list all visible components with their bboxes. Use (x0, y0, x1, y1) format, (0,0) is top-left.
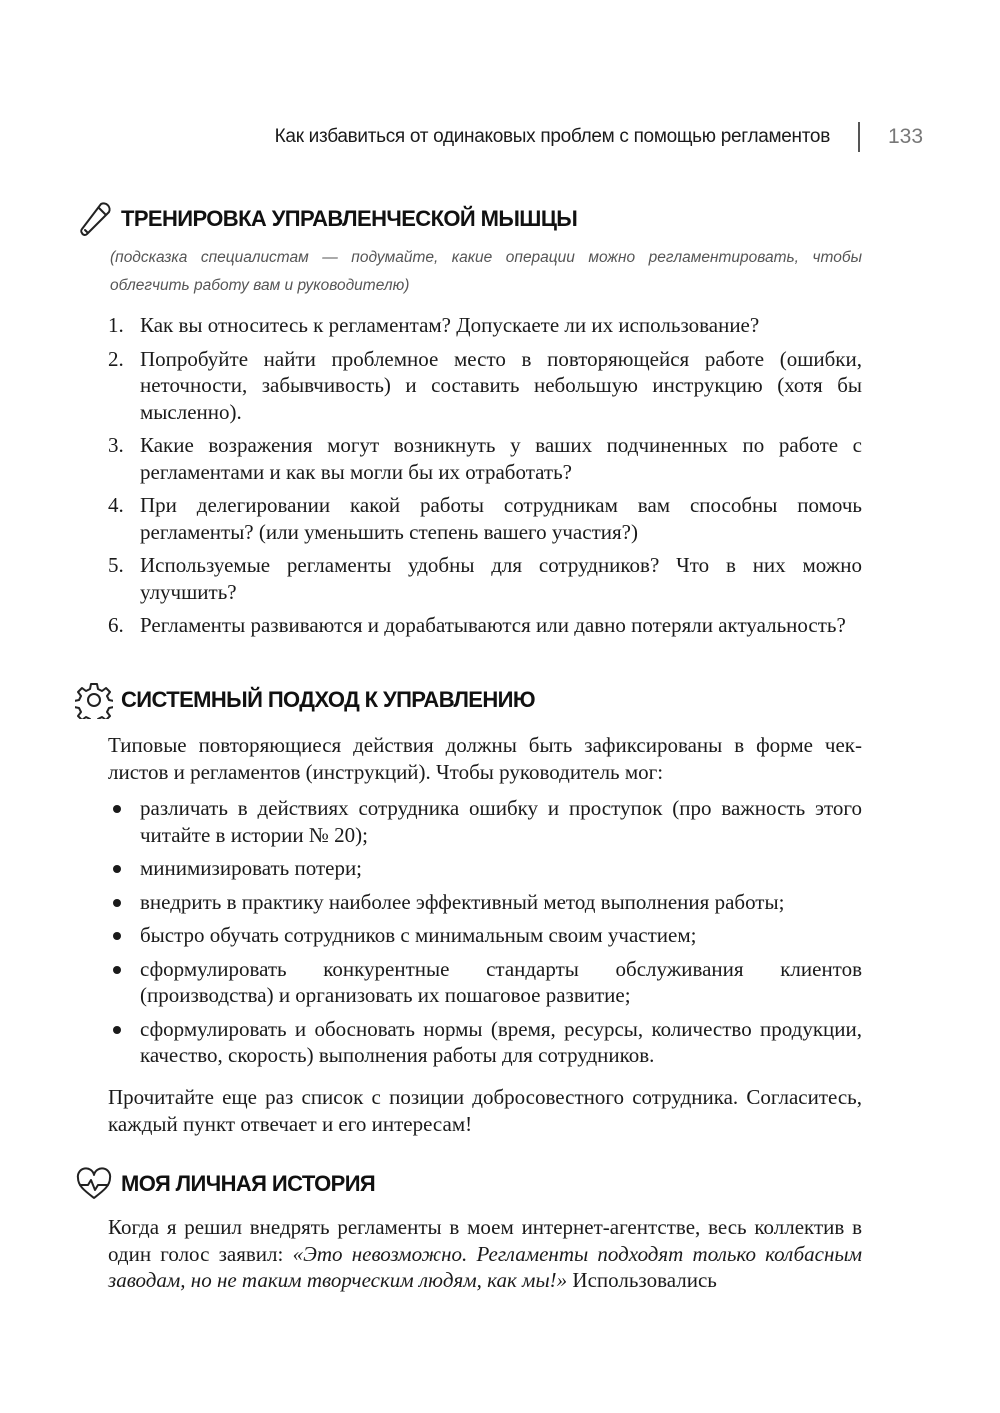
bullet-icon (113, 966, 121, 974)
item-text: сформулировать и обосновать нормы (время, ресурсы, количество продукции, качество, скорость) выполнения работы для сотрудников. (140, 1016, 862, 1067)
item-number: 4. (108, 493, 124, 517)
bullet-icon (113, 932, 121, 940)
list-item (108, 432, 862, 485)
system-intro: Типовые повторяющиеся действия должны быть зафиксированы в форме чек-листов и регламентов (инструкций). Чтобы руководитель мог: (108, 733, 862, 784)
heart-pulse-icon (75, 1165, 113, 1203)
item-text: различать в действиях сотрудника ошибку и проступок (про важность этого читайте в истории № 20); (140, 796, 862, 847)
bullet-icon (113, 805, 121, 813)
list-item (108, 795, 862, 848)
item-number: 1. (108, 313, 124, 337)
running-head-divider (858, 122, 860, 152)
hint-text: (подсказка специалистам — подумайте, какие операции можно регламентировать, чтобы облегчить работу вам и руководителю) (110, 249, 862, 294)
gear-icon (75, 681, 113, 719)
list-item (108, 1016, 862, 1069)
bullet-list (108, 795, 862, 1076)
item-text: Попробуйте найти проблемное место в повторяющейся работе (ошибки, неточности, забывчивость) и составить небольшую инструкцию (хотя бы мысленно). (140, 346, 862, 424)
item-text: внедрить в практику наиболее эффективный метод выполнения работы; (140, 889, 785, 914)
story-text-end: Использовались (567, 1268, 717, 1292)
item-text: сформулировать конкурентные стандарты обслуживания клиентов (производства) и организовать их пошаговое развитие; (140, 956, 862, 1007)
item-number: 6. (108, 613, 124, 637)
item-text: быстро обучать сотрудников с минимальным своим участием; (140, 923, 697, 947)
item-text: Какие возражения могут возникнуть у ваших подчиненных по работе с регламентами и как вы могли бы их отработать? (140, 433, 862, 484)
list-item (108, 855, 862, 882)
bullet-icon (113, 865, 121, 873)
item-text: Регламенты развиваются и дорабатываются или давно потеряли актуальность? (140, 613, 846, 637)
story-quote: «Это невозможно. Регламенты подходят только колбасным заводам, но не таким творческим людям, как мы!» (108, 1241, 862, 1292)
system-outro: Прочитайте еще раз список с позиции добросовестного сотрудника. Согласитесь, каждый пункт отвечает и его интересам! (108, 1085, 862, 1136)
bullet-icon (113, 899, 121, 907)
list-item (108, 956, 862, 1009)
list-item (108, 612, 862, 639)
bullet-icon (113, 1026, 121, 1034)
item-text: Как вы относитесь к регламентам? Допускаете ли их использование? (140, 313, 760, 337)
running-head-title: Как избавиться от одинаковых проблем с помощью регламентов (274, 126, 830, 147)
questions-list (108, 312, 862, 646)
section-training-title: ТРЕНИРОВКА УПРАВЛЕНЧЕСКОЙ МЫШЦЫ (121, 206, 578, 231)
item-number: 3. (108, 433, 124, 457)
item-number: 5. (108, 553, 124, 577)
page-number: 133 (888, 125, 924, 148)
list-item (108, 552, 862, 605)
list-item (108, 346, 862, 426)
story-text: Когда я решил внедрять регламенты в моем интернет-агентстве, весь коллектив в один голос заявил: (108, 1215, 862, 1266)
running-head (0, 122, 1000, 156)
item-number: 2. (108, 346, 124, 371)
list-item (108, 922, 862, 949)
list-item (108, 492, 862, 545)
item-text: минимизировать потери; (140, 856, 363, 880)
section-story-title: МОЯ ЛИЧНАЯ ИСТОРИЯ (121, 1171, 376, 1196)
list-item (108, 889, 862, 916)
list-item (108, 312, 862, 339)
item-text: При делегировании какой работы сотрудникам вам способны помочь регламенты? (или уменьшить степень вашего участия?) (140, 493, 862, 544)
item-text: Используемые регламенты удобны для сотрудников? Что в них можно улучшить? (140, 553, 862, 604)
pencil-clip-icon (75, 200, 113, 238)
story-paragraph (108, 1214, 862, 1294)
section-system-title: СИСТЕМНЫЙ ПОДХОД К УПРАВЛЕНИЮ (121, 687, 535, 712)
